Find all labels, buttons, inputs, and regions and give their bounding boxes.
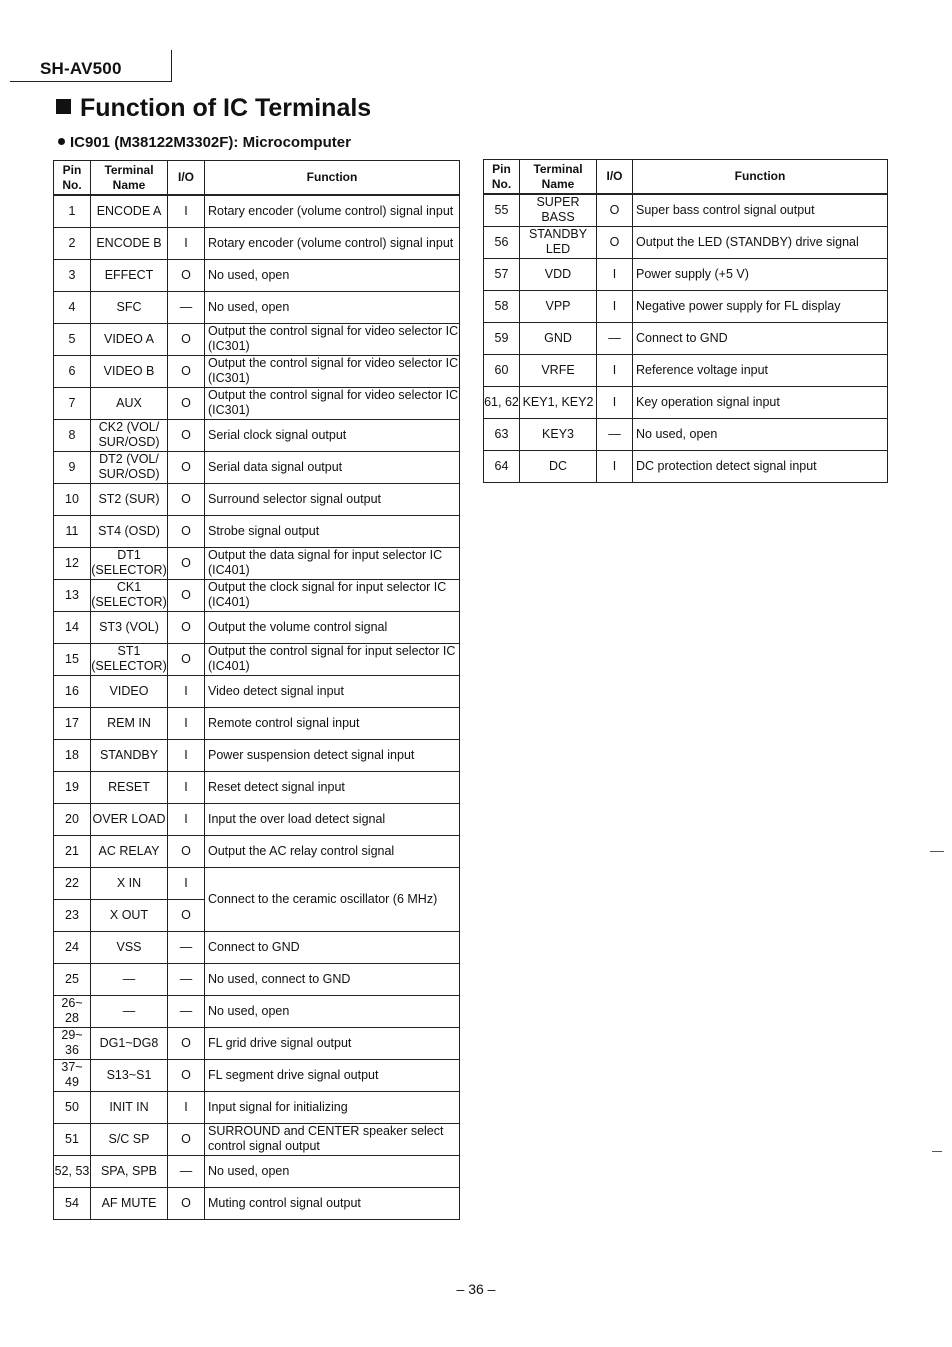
header-pin-no: Pin No.: [54, 161, 91, 196]
table-row: [54, 515, 460, 547]
function-cell: Input the over load detect signal: [205, 803, 460, 835]
pin-cell: 64: [484, 450, 520, 482]
header-function: Function: [205, 161, 460, 196]
table-row: [54, 675, 460, 707]
function-cell: Output the AC relay control signal: [205, 835, 460, 867]
function-cell: Output the control signal for video selector IC (IC301): [205, 387, 460, 419]
round-bullet-icon: [58, 138, 65, 145]
table-row: [54, 1123, 460, 1155]
table-header-row: [484, 160, 888, 195]
pin-cell: 57: [484, 258, 520, 290]
function-cell: Reset detect signal input: [205, 771, 460, 803]
table-row: [54, 771, 460, 803]
function-cell: Reference voltage input: [633, 354, 888, 386]
section-title-text: Function of IC Terminals: [80, 94, 372, 122]
terminal-name-cell: DC: [520, 450, 597, 482]
io-cell: —: [168, 963, 205, 995]
function-cell: Serial clock signal output: [205, 419, 460, 451]
terminal-name-cell: VPP: [520, 290, 597, 322]
terminal-table-right: [483, 159, 888, 483]
table-row: [484, 418, 888, 450]
function-cell: DC protection detect signal input: [633, 450, 888, 482]
io-cell: I: [168, 675, 205, 707]
function-cell: Output the clock signal for input selector IC (IC401): [205, 579, 460, 611]
table-row: [54, 483, 460, 515]
pin-cell: 55: [484, 194, 520, 226]
terminal-name-cell: —: [91, 995, 168, 1027]
function-cell: Strobe signal output: [205, 515, 460, 547]
terminal-name-cell: GND: [520, 322, 597, 354]
io-cell: O: [168, 387, 205, 419]
io-cell: I: [597, 258, 633, 290]
io-cell: O: [168, 419, 205, 451]
function-cell: No used, open: [633, 418, 888, 450]
pin-cell: 11: [54, 515, 91, 547]
table-header-row: [54, 161, 460, 196]
terminal-name-cell: REM IN: [91, 707, 168, 739]
table-row: [54, 1027, 460, 1059]
pin-cell: 5: [54, 323, 91, 355]
terminal-name-cell: EFFECT: [91, 259, 168, 291]
function-cell: Input signal for initializing: [205, 1091, 460, 1123]
terminal-name-cell: ENCODE B: [91, 227, 168, 259]
table-row: [54, 803, 460, 835]
pin-cell: 2: [54, 227, 91, 259]
io-cell: I: [597, 290, 633, 322]
table-row: [484, 226, 888, 258]
pin-cell: 50: [54, 1091, 91, 1123]
pin-cell: 15: [54, 643, 91, 675]
terminal-name-cell: KEY1, KEY2: [520, 386, 597, 418]
model-name: SH-AV500: [40, 59, 122, 78]
table-row: [484, 258, 888, 290]
table-row: [484, 322, 888, 354]
terminal-name-cell: VIDEO A: [91, 323, 168, 355]
io-cell: O: [168, 899, 205, 931]
function-cell: Output the LED (STANDBY) drive signal: [633, 226, 888, 258]
io-cell: I: [168, 867, 205, 899]
table-row: [484, 194, 888, 226]
io-cell: O: [168, 451, 205, 483]
io-cell: O: [168, 835, 205, 867]
table-row: [54, 419, 460, 451]
terminal-name-cell: ST3 (VOL): [91, 611, 168, 643]
table-row: [54, 643, 460, 675]
pin-cell: 37~ 49: [54, 1059, 91, 1091]
table-row: [54, 195, 460, 227]
pin-cell: 8: [54, 419, 91, 451]
pin-cell: 19: [54, 771, 91, 803]
io-cell: —: [168, 291, 205, 323]
terminal-name-cell: S13~S1: [91, 1059, 168, 1091]
function-cell: No used, open: [205, 291, 460, 323]
terminal-name-cell: KEY3: [520, 418, 597, 450]
table-row: [484, 354, 888, 386]
terminal-name-cell: CK2 (VOL/ SUR/OSD): [91, 419, 168, 451]
table-row: [54, 291, 460, 323]
function-cell: Remote control signal input: [205, 707, 460, 739]
header-function: Function: [633, 160, 888, 195]
io-cell: O: [168, 483, 205, 515]
table-row: [54, 995, 460, 1027]
table-row: [54, 1187, 460, 1219]
table-row: [54, 355, 460, 387]
terminal-name-cell: DG1~DG8: [91, 1027, 168, 1059]
terminal-name-cell: AF MUTE: [91, 1187, 168, 1219]
terminal-name-cell: SFC: [91, 291, 168, 323]
io-cell: I: [168, 1091, 205, 1123]
io-cell: O: [168, 1187, 205, 1219]
io-cell: O: [168, 579, 205, 611]
table-row: [484, 386, 888, 418]
io-cell: I: [168, 707, 205, 739]
terminal-name-cell: VSS: [91, 931, 168, 963]
pin-cell: 9: [54, 451, 91, 483]
pin-cell: 63: [484, 418, 520, 450]
page-number: – 36 –: [456, 1281, 496, 1297]
table-row: [54, 227, 460, 259]
terminal-name-cell: SUPER BASS: [520, 194, 597, 226]
function-cell: No used, open: [205, 995, 460, 1027]
function-cell: Key operation signal input: [633, 386, 888, 418]
terminal-name-cell: VDD: [520, 258, 597, 290]
pin-cell: 1: [54, 195, 91, 227]
terminal-name-cell: ST4 (OSD): [91, 515, 168, 547]
pin-cell: 59: [484, 322, 520, 354]
function-cell: Surround selector signal output: [205, 483, 460, 515]
pin-cell: 10: [54, 483, 91, 515]
terminal-name-cell: INIT IN: [91, 1091, 168, 1123]
pin-cell: 52, 53: [54, 1155, 91, 1187]
io-cell: O: [168, 355, 205, 387]
pin-cell: 26~ 28: [54, 995, 91, 1027]
pin-cell: 23: [54, 899, 91, 931]
io-cell: I: [597, 386, 633, 418]
terminal-name-cell: X IN: [91, 867, 168, 899]
function-cell: Rotary encoder (volume control) signal input: [205, 227, 460, 259]
function-cell: Super bass control signal output: [633, 194, 888, 226]
pin-cell: 54: [54, 1187, 91, 1219]
io-cell: —: [597, 322, 633, 354]
pin-cell: 13: [54, 579, 91, 611]
header-io: I/O: [597, 160, 633, 195]
io-cell: I: [168, 739, 205, 771]
io-cell: I: [597, 354, 633, 386]
io-cell: I: [168, 227, 205, 259]
terminal-name-cell: SPA, SPB: [91, 1155, 168, 1187]
terminal-name-cell: AUX: [91, 387, 168, 419]
function-cell: Output the data signal for input selector IC (IC401): [205, 547, 460, 579]
scan-mark: [930, 851, 944, 852]
pin-cell: 4: [54, 291, 91, 323]
function-cell: FL segment drive signal output: [205, 1059, 460, 1091]
terminal-name-cell: CK1 (SELECTOR): [91, 580, 167, 609]
terminal-name-cell: RESET: [91, 771, 168, 803]
terminal-name-cell: OVER LOAD: [91, 803, 168, 835]
terminal-name-cell: VIDEO B: [91, 355, 168, 387]
ic-subtitle-text: IC901 (M38122M3302F): Microcomputer: [70, 134, 351, 151]
pin-cell: 61, 62: [484, 386, 520, 418]
function-cell: Output the volume control signal: [205, 611, 460, 643]
pin-cell: 6: [54, 355, 91, 387]
function-cell: Power suspension detect signal input: [205, 739, 460, 771]
ic-subtitle: [58, 134, 351, 151]
terminal-name-cell: AC RELAY: [91, 835, 168, 867]
section-title: [56, 94, 371, 123]
function-cell: Connect to GND: [633, 322, 888, 354]
pin-cell: 21: [54, 835, 91, 867]
terminal-name-cell: ST1 (SELECTOR): [91, 644, 167, 673]
header-pin-no: Pin No.: [484, 160, 520, 195]
io-cell: —: [168, 1155, 205, 1187]
function-cell: Serial data signal output: [205, 451, 460, 483]
pin-cell: 60: [484, 354, 520, 386]
io-cell: O: [168, 259, 205, 291]
pin-cell: 17: [54, 707, 91, 739]
io-cell: O: [168, 547, 205, 579]
pin-cell: 22: [54, 867, 91, 899]
table-row: [54, 1059, 460, 1091]
terminal-name-cell: ST2 (SUR): [91, 483, 168, 515]
function-cell: Output the control signal for input selector IC (IC401): [205, 643, 460, 675]
function-cell: FL grid drive signal output: [205, 1027, 460, 1059]
model-header-box: [10, 50, 172, 82]
terminal-name-cell: ENCODE A: [91, 195, 168, 227]
io-cell: O: [597, 194, 633, 226]
table-row: [54, 963, 460, 995]
pin-cell: 16: [54, 675, 91, 707]
table-row: [54, 259, 460, 291]
header-terminal-name: Terminal Name: [91, 161, 168, 196]
function-cell: No used, open: [205, 259, 460, 291]
function-cell: Video detect signal input: [205, 675, 460, 707]
pin-cell: 7: [54, 387, 91, 419]
pin-cell: 14: [54, 611, 91, 643]
table-row: [54, 579, 460, 611]
function-cell: Rotary encoder (volume control) signal input: [205, 195, 460, 227]
function-cell: Power supply (+5 V): [633, 258, 888, 290]
terminal-name-cell: VIDEO: [91, 675, 168, 707]
pin-cell: 24: [54, 931, 91, 963]
pin-cell: 20: [54, 803, 91, 835]
table-row: [54, 451, 460, 483]
io-cell: O: [168, 611, 205, 643]
pin-cell: 56: [484, 226, 520, 258]
table-row: [54, 739, 460, 771]
pin-cell: 29~ 36: [54, 1027, 91, 1059]
terminal-name-cell: STANDBY LED: [520, 226, 597, 258]
terminal-name-cell: VRFE: [520, 354, 597, 386]
io-cell: O: [168, 1027, 205, 1059]
io-cell: O: [168, 323, 205, 355]
function-cell: Output the control signal for video selector IC (IC301): [205, 355, 460, 387]
table-row: [54, 835, 460, 867]
terminal-name-cell: X OUT: [91, 899, 168, 931]
table-row: [54, 931, 460, 963]
pin-cell: 12: [54, 547, 91, 579]
function-cell: Muting control signal output: [205, 1187, 460, 1219]
io-cell: I: [168, 803, 205, 835]
io-cell: I: [597, 450, 633, 482]
io-cell: O: [597, 226, 633, 258]
function-cell: Output the control signal for video selector IC (IC301): [205, 323, 460, 355]
terminal-name-cell: DT1 (SELECTOR): [91, 548, 167, 577]
table-row: [54, 547, 460, 579]
io-cell: —: [168, 995, 205, 1027]
terminal-name-cell: DT2 (VOL/ SUR/OSD): [91, 451, 168, 483]
function-cell: No used, connect to GND: [205, 963, 460, 995]
pin-cell: 25: [54, 963, 91, 995]
table-row: [54, 611, 460, 643]
terminal-table-left: [53, 160, 460, 1220]
header-io: I/O: [168, 161, 205, 196]
pin-cell: 58: [484, 290, 520, 322]
table-row: [484, 450, 888, 482]
function-cell: Connect to GND: [205, 931, 460, 963]
function-cell: SURROUND and CENTER speaker select control signal output: [205, 1123, 460, 1155]
io-cell: I: [168, 771, 205, 803]
function-cell: Connect to the ceramic oscillator (6 MHz): [205, 867, 460, 931]
pin-cell: 3: [54, 259, 91, 291]
terminal-name-cell: STANDBY: [91, 739, 168, 771]
table-row: [54, 323, 460, 355]
scan-mark: [932, 1151, 942, 1152]
io-cell: —: [168, 931, 205, 963]
header-terminal-name: Terminal Name: [520, 160, 597, 195]
table-row: [54, 707, 460, 739]
io-cell: O: [168, 515, 205, 547]
function-cell: Negative power supply for FL display: [633, 290, 888, 322]
function-cell: No used, open: [205, 1155, 460, 1187]
square-bullet-icon: [56, 99, 71, 114]
pin-cell: 51: [54, 1123, 91, 1155]
io-cell: —: [597, 418, 633, 450]
table-row: [54, 1155, 460, 1187]
table-row: [54, 1091, 460, 1123]
io-cell: I: [168, 195, 205, 227]
table-row: [54, 387, 460, 419]
io-cell: O: [168, 1123, 205, 1155]
io-cell: O: [168, 643, 205, 675]
terminal-name-cell: —: [91, 963, 168, 995]
io-cell: O: [168, 1059, 205, 1091]
table-row: [484, 290, 888, 322]
table-row: [54, 867, 460, 899]
terminal-name-cell: S/C SP: [91, 1123, 168, 1155]
pin-cell: 18: [54, 739, 91, 771]
